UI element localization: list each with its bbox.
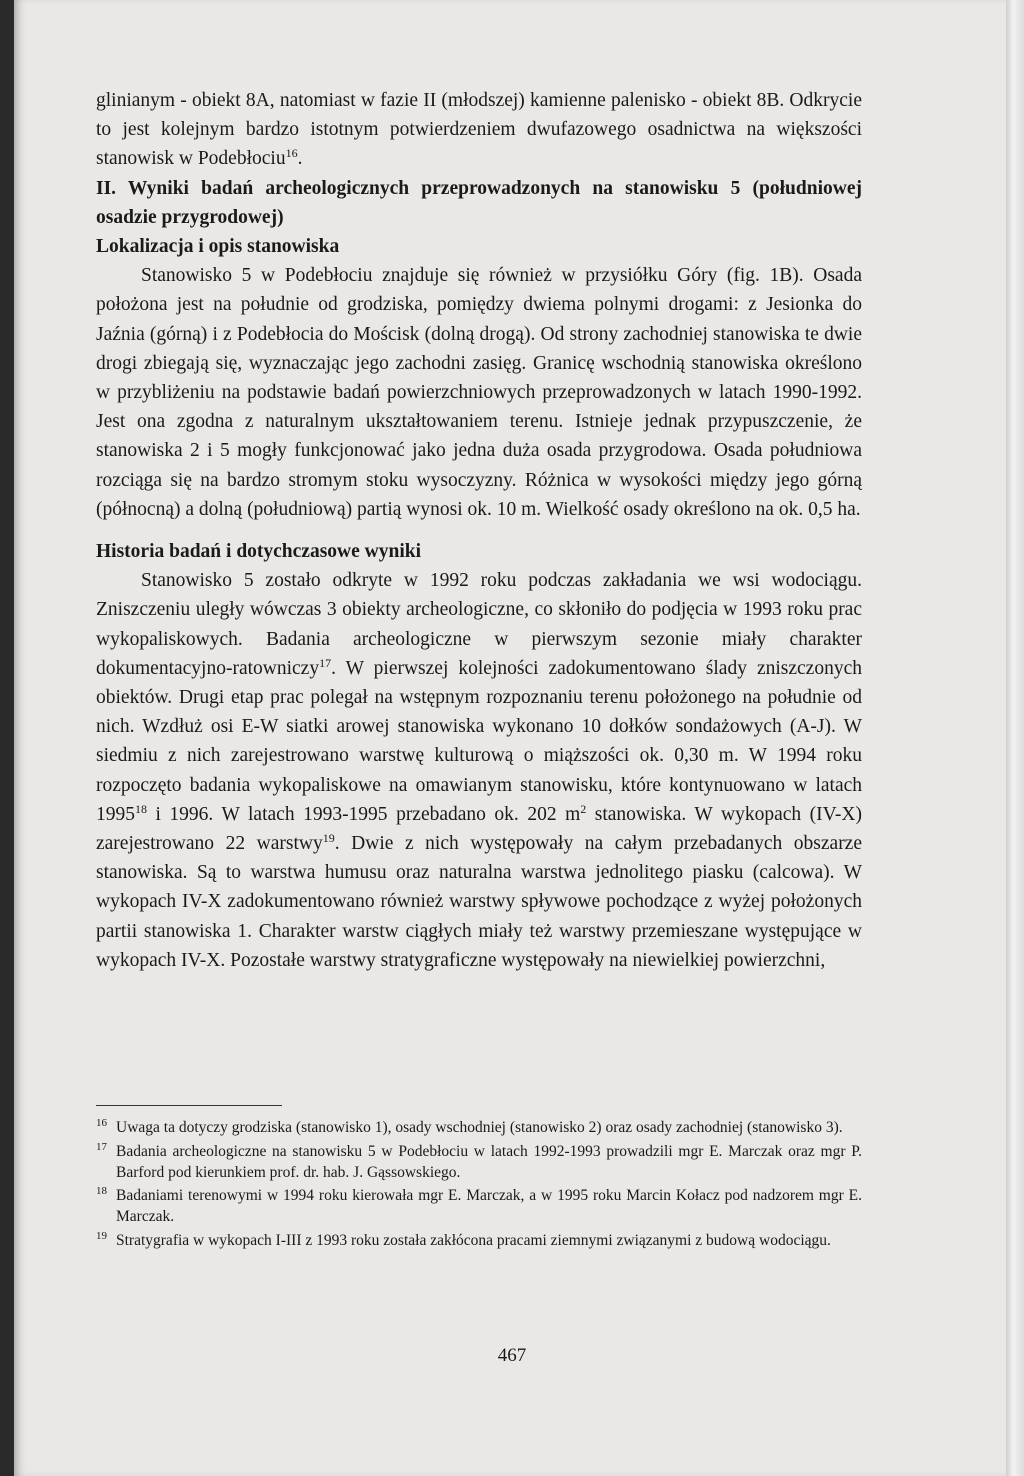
section-title: II. Wyniki badań archeologicznych przeprowadzonych na stanowisku 5 (południowej osadzie przygrodowej) [96, 177, 862, 228]
body-text [96, 86, 862, 975]
footnote-17: 17 Badania archeologiczne na stanowisku 5 w Podebłociu w latach 1992-1993 prowadzili mgr E. Marczak oraz mgr P. Barford pod kierunkiem prof. dr. hab. J. Gąssowskiego. [96, 1140, 862, 1181]
footnotes [96, 1118, 862, 1255]
footnote-19: 19 Stratygrafia w wykopach I-III z 1993 roku została zakłócona pracami ziemnymi związanymi z budową wodociągu. [96, 1229, 831, 1249]
footnote-ref-18: 18 [135, 801, 147, 816]
footnote-18: 18 Badaniami terenowymi w 1994 roku kierowała mgr E. Marczak, a w 1995 roku Marcin Kołacz pod nadzorem mgr E. Marczak. [96, 1185, 862, 1226]
square-superscript: 2 [580, 801, 587, 816]
subheading-history: Historia badań i dotychczasowe wyniki [96, 541, 422, 563]
page-edge [1006, 0, 1024, 1476]
subheading-location: Lokalizacja i opis stanowiska [96, 236, 340, 258]
intro-paragraph: glinianym - obiekt 8A, natomiast w fazie II (młodszej) kamienne palenisko - obiekt 8B. Odkrycie to jest kolejnym bardzo istotnym potwierdzeniem dwufazowego osadnictwa na większości stanowisk w Podebłociu$^{16}$. [96, 90, 862, 170]
footnote-16: 16 Uwaga ta dotyczy grodziska (stanowisko 1), osady wschodniej (stanowisko 2) oraz osady zachodniej (stanowisko 3). [96, 1117, 843, 1136]
footnote-ref-17: 17 [319, 655, 332, 670]
footnote-ref-16: 16 [285, 146, 298, 161]
footnote-divider [96, 1105, 282, 1106]
paragraph-location: Stanowisko 5 w Podebłociu znajduje się również w przysiółku Góry (fig. 1B). Osada położona jest na południe od grodziska, pomiędzy dwiema polnymi drogami: z Jesionka do Jaźnia (górną) i z Podebłocia do Mościsk (dolną drogą). Od strony zachodniej stanowiska te dwie drogi zbiegają się, wyznaczając jego zachodni zasięg. Granicę wschodnią stanowiska określono w przybliżeniu na podstawie badań powierzchniowych przeprowadzonych w latach 1990-1992. Jest ona zgodna z naturalnym ukształtowaniem terenu. Istnieje jednak przypuszczenie, że stanowiska 2 i 5 mogły funkcjonować jako jedna duża osada przygrodowa. Osada południowa rozciąga się na bardzo stromym stoku wysoczyzny. Różnica w wysokości między jego górną (północną) a dolną (południową) partią wynosi ok. 10 m. Wielkość osady określono na ok. 0,5 ha. [96, 265, 862, 520]
footnote-ref-19: 19 [322, 831, 335, 846]
paragraph-history: Stanowisko 5 zostało odkryte w 1992 roku podczas zakładania we wsi wodociągu. Zniszczeniu uległy wówczas 3 obiekty archeologiczne, co skłoniło do podjęcia w 1993 roku prac wykopaliskowych. Badania archeologiczne w pierwszym sezonie miały charakter dokumentacyjno-ratowniczy$^{17}$. W pierwszej kolejności zadokumentowano ślady zniszczonych obiektów. Drugi etap prac polegał na wstępnym rozpoznaniu terenu położonego na południe od nich. Wzdłuż osi E-W siatki arowej stanowiska wykonano 10 dołków sondażowych (A-J). W siedmiu z nich zarejestrowano warstwę kulturową o miąższości ok. 0,30 m. W 1994 roku rozpoczęto badania wykopaliskowe na omawianym stanowisku, które kontynuowano w latach 1995$^{18}$ i 1996. W latach 1993-1995 przebadano ok. 202 $m^2$ stanowiska. W wykopach (IV-X) zarejestrowano 22 warstwy$^{19}$. Dwie z nich występowały na całym przebadanych obszarze stanowiska. Są to warstwa humusu oraz naturalna warstwa jednolitego piasku (calcowa). W wykopach IV-X zadokumentowano również warstwy spływowe pochodzące z wyżej położonych partii stanowiska 1. Charakter warstw ciągłych miały też warstwy przemieszane występujące w wykopach IV-X. Pozostałe warstwy stratygraficzne występowały na niewielkiej powierzchni, [96, 570, 862, 971]
page-number: 467 [497, 1345, 527, 1366]
